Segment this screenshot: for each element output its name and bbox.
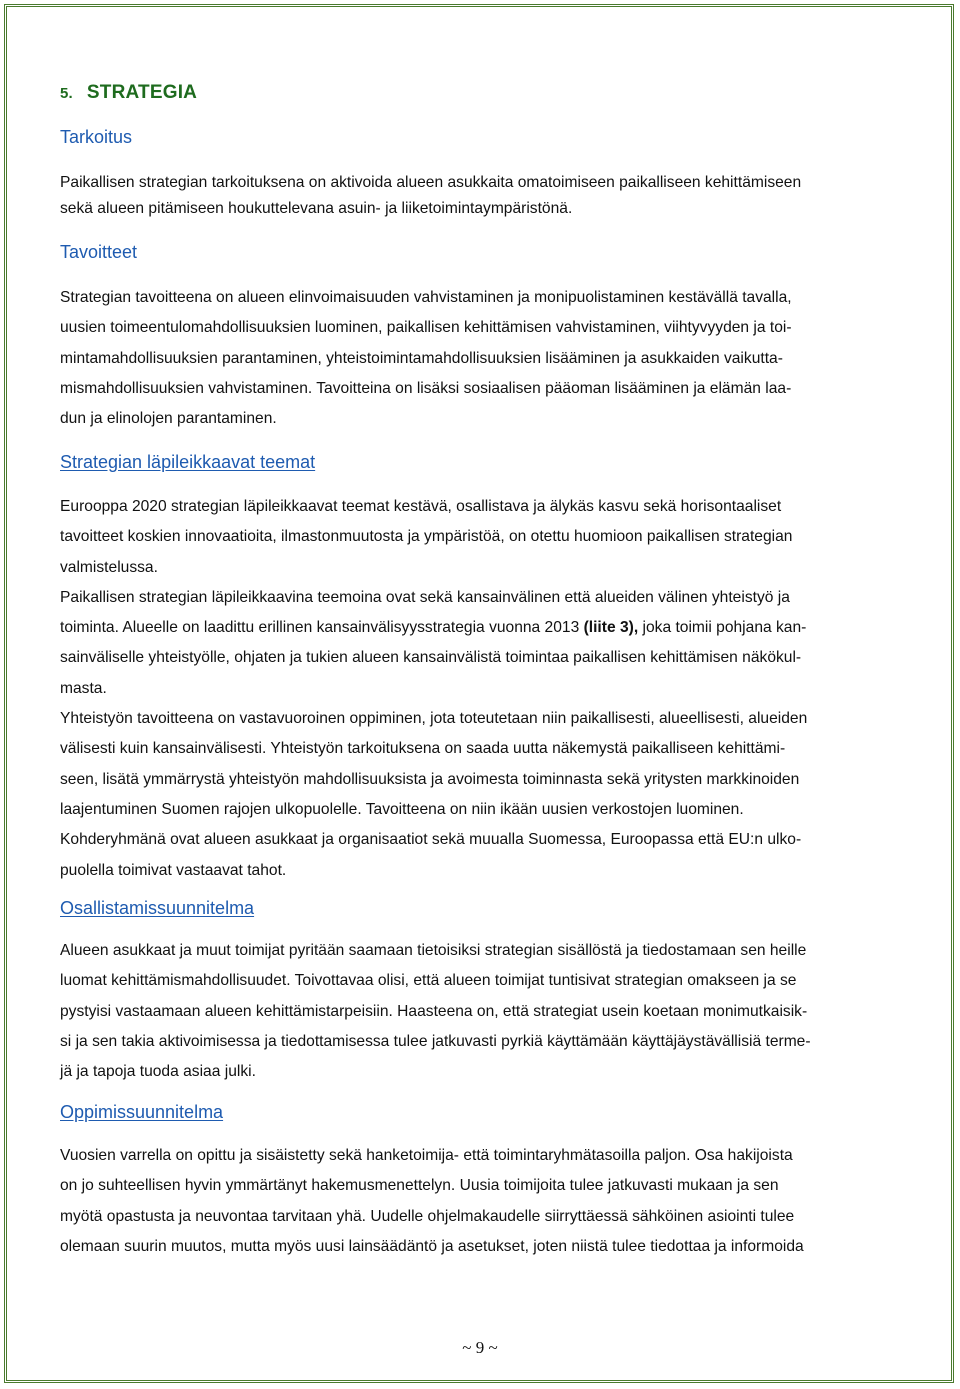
text-line: luomat kehittämismahdollisuudet. Toivottavaa olisi, että alueen toimijat tuntisivat strategian omakseen ja se	[60, 972, 797, 990]
text-line: dun ja elinolojen parantaminen.	[60, 410, 277, 428]
text-line	[60, 613, 900, 643]
text-line: tavoitteet koskien innovaatioita, ilmastonmuutosta ja ympäristöä, on otettu huomioon paikallisen strategian	[60, 528, 793, 546]
text-line: puolella toimivat vastaavat tahot.	[60, 861, 287, 879]
heading-lapileikkaavat	[60, 452, 315, 473]
text-line: välisesti kuin kansainvälisesti. Yhteistyön tarkoituksena on saada uutta näkemystä paikalliseen kehittämi-	[60, 740, 786, 758]
text-line: jä ja tapoja tuoda asiaa julki.	[60, 1063, 256, 1081]
text-line: Paikallisen strategian tarkoituksena on aktivoida alueen asukkaita omatoimiseen paikalliseen kehittämiseen	[60, 174, 802, 191]
paragraph-tarkoitus	[60, 168, 900, 224]
paragraph-lapileikkaavat	[60, 492, 900, 886]
heading-lapileikkaavat-text: Strategian läpileikkaavat teemat	[60, 452, 316, 472]
text-line: si ja sen takia aktivoimisessa ja tiedottamisessa tulee jatkuvasti pyrkiä käyttämään käyttäjäystävällisiä terme-	[60, 1032, 811, 1050]
heading-oppimissuunnitelma-text: Oppimissuunnitelma	[60, 1102, 224, 1122]
heading-osallistamissuunnitelma	[60, 898, 254, 919]
text-line: Vuosien varrella on opittu ja sisäistetty sekä hanketoimija- että toimintaryhmätasoilla paljon. Osa hakijoista	[60, 1147, 793, 1164]
paragraph-tavoitteet	[60, 283, 900, 434]
attachment-reference: (liite 3),	[583, 619, 639, 637]
text-line: uusien toimeentulomahdollisuuksien luominen, paikallisen kehittämisen vahvistaminen, viihtyvyyden ja toi-	[60, 319, 792, 337]
text-run: joka toimii pohjana kan-	[638, 619, 807, 637]
text-line: myötä opastusta ja neuvontaa tarvitaan yhä. Uudelle ohjelmakaudelle siirryttäessä sähköinen asiointi tulee	[60, 1207, 795, 1225]
text-line: sainväliselle yhteistyölle, ohjaten ja tukien alueen kansainvälistä toimintaa paikallisen kehittämisen näkökul-	[60, 649, 802, 667]
page-number: ~ 9 ~	[462, 1338, 498, 1357]
section-title	[60, 82, 197, 104]
heading-oppimissuunnitelma	[60, 1102, 223, 1123]
heading-tarkoitus: Tarkoitus	[60, 127, 133, 147]
text-line: Kohderyhmänä ovat alueen asukkaat ja organisaatiot sekä muualla Suomessa, Euroopassa että EU:n ulko-	[60, 831, 802, 849]
text-line: mismahdollisuuksien vahvistaminen. Tavoitteina on lisäksi sosiaalisen pääoman lisääminen ja elämän laa-	[60, 379, 792, 397]
text-line: Eurooppa 2020 strategian läpileikkaavat teemat kestävä, osallistava ja älykäs kasvu sekä horisontaaliset	[60, 498, 782, 515]
paragraph-oppimissuunnitelma	[60, 1141, 900, 1262]
text-line: Strategian tavoitteena on alueen elinvoimaisuuden vahvistaminen ja monipuolistaminen kestävällä tavalla,	[60, 289, 792, 306]
text-line: Paikallisen strategian läpileikkaavina teemoina ovat sekä kansainvälinen että alueiden välinen yhteistyö ja	[60, 588, 790, 606]
text-line: sekä alueen pitämiseen houkuttelevana asuin- ja liiketoimintaympäristönä.	[60, 200, 573, 217]
text-line: valmistelussa.	[60, 558, 158, 576]
text-line: laajentuminen Suomen rajojen ulkopuolelle. Tavoitteena on niin ikään uusien verkostojen luominen.	[60, 800, 744, 818]
text-run: toiminta. Alueelle on laadittu erillinen kansainvälisyysstrategia vuonna 2013	[60, 619, 584, 637]
text-line: seen, lisätä ymmärrystä yhteistyön mahdollisuuksista ja avoimesta toiminnasta sekä yritysten markkinoiden	[60, 770, 800, 788]
text-line: masta.	[60, 679, 107, 697]
text-line: on jo suhteellisen hyvin ymmärtänyt hakemusmenettelyn. Uusia toimijoita tulee jatkuvasti mukaan ja sen	[60, 1177, 779, 1195]
heading-tavoitteet: Tavoitteet	[60, 242, 138, 262]
section-title-text: STRATEGIA	[86, 82, 198, 103]
text-line: Yhteistyön tavoitteena on vastavuoroinen oppiminen, jota toteutetaan niin paikallisesti, alueellisesti, alueiden	[60, 710, 808, 728]
heading-osallistamissuunnitelma-text: Osallistamissuunnitelma	[60, 898, 255, 918]
text-line: mintamahdollisuuksien parantaminen, yhteistoimintamahdollisuuksien lisääminen ja asukkaiden vaikutta-	[60, 349, 783, 367]
text-line: pystyisi vastaamaan alueen kehittämistarpeisiin. Haasteena on, että strategiat usein koetaan monimutkaisik-	[60, 1002, 808, 1020]
paragraph-osallistamissuunnitelma	[60, 936, 900, 1087]
text-line: Alueen asukkaat ja muut toimijat pyritään saamaan tietoisiksi strategian sisällöstä ja tiedostamaan sen heille	[60, 942, 807, 959]
text-line: olemaan suurin muutos, mutta myös uusi lainsäädäntö ja asetukset, joten niistä tulee tiedottaa ja informoida	[60, 1237, 804, 1255]
section-number: 5.	[60, 85, 73, 102]
